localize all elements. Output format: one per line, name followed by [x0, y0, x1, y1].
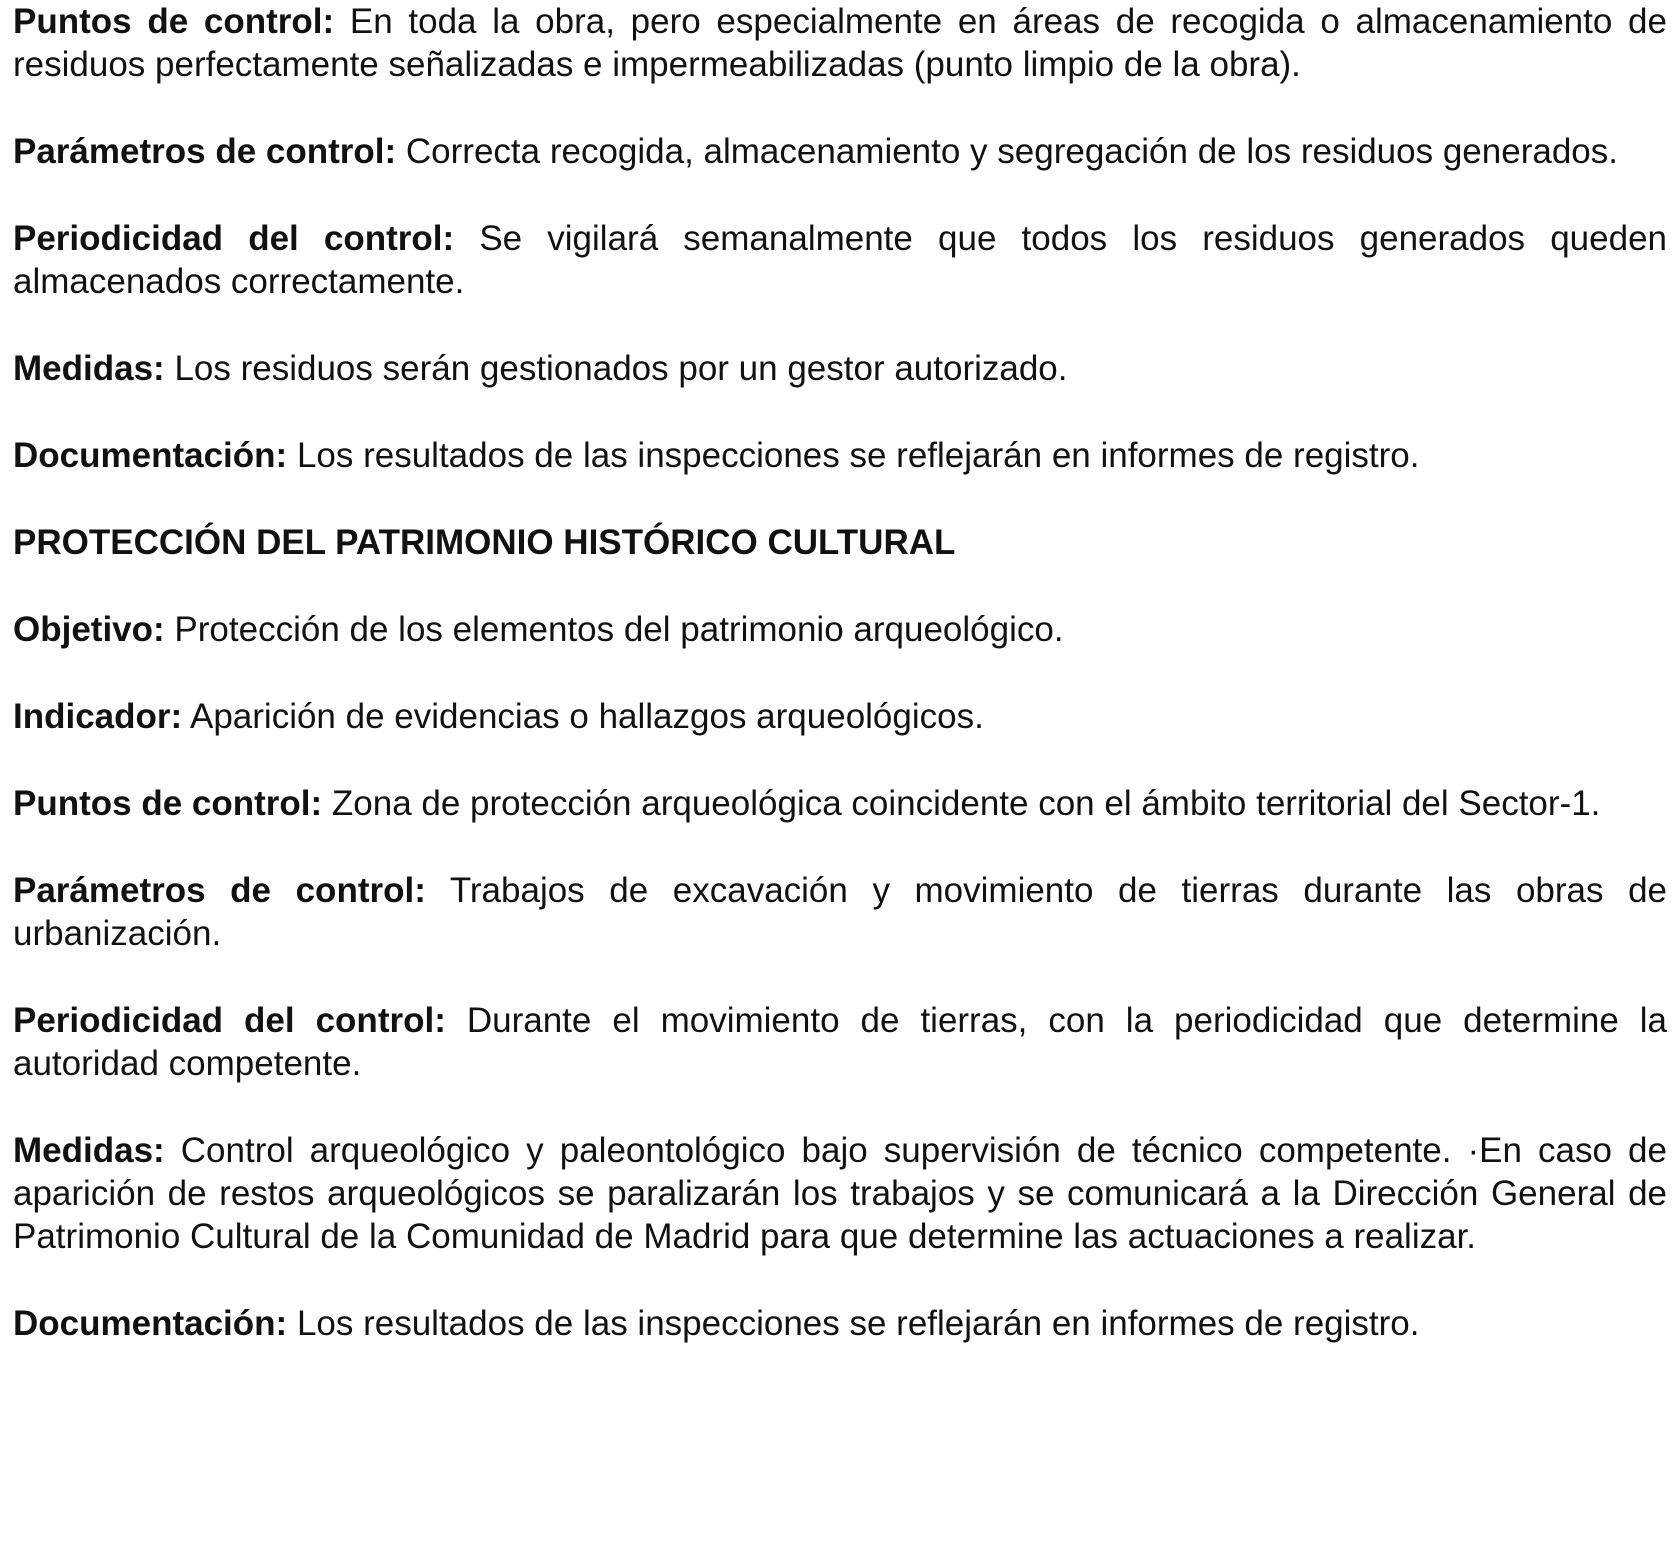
section-heading-patrimonio: PROTECCIÓN DEL PATRIMONIO HISTÓRICO CULTURAL	[13, 523, 956, 562]
field-text: Los resultados de las inspecciones se reflejarán en informes de registro.	[296, 436, 1420, 475]
field-text: Se vigilará semanalmente que todos los residuos generados queden almacenados correctamente.	[13, 219, 1667, 301]
field-text: En toda la obra, pero especialmente en áreas de recogida o almacenamiento de residuos perfectamente señalizadas e impermeabilizadas (punto limpio de la obra).	[13, 2, 1667, 84]
patrimonio-parametros-control	[13, 869, 1667, 955]
patrimonio-medidas	[13, 1129, 1667, 1258]
field-label: Objetivo:	[13, 610, 165, 649]
field-label: Parámetros de control:	[13, 132, 397, 171]
field-text: Control arqueológico y paleontológico bajo supervisión de técnico competente. ·En caso de aparición de restos arqueológicos se paralizarán los trabajos y se comunicará a la Dirección General de Patrimonio Cultural de la Comunidad de Madrid para que determine las actuaciones a realizar.	[13, 1131, 1667, 1256]
document-page	[13, 0, 1667, 1345]
field-text: Trabajos de excavación y movimiento de tierras durante las obras de urbanización.	[13, 871, 1668, 953]
field-label: Documentación:	[13, 1304, 288, 1343]
field-label: Medidas:	[13, 1131, 165, 1170]
field-text: Aparición de evidencias o hallazgos arqueológicos.	[189, 697, 984, 736]
field-label: Documentación:	[13, 436, 288, 475]
field-text: Los resultados de las inspecciones se reflejarán en informes de registro.	[296, 1304, 1420, 1343]
field-label: Puntos de control:	[13, 784, 323, 823]
residuos-parametros-control	[13, 130, 1667, 173]
patrimonio-indicador	[13, 695, 1667, 738]
field-label: Puntos de control:	[13, 2, 335, 41]
residuos-medidas	[13, 347, 1667, 390]
patrimonio-documentacion	[13, 1302, 1667, 1345]
field-label: Indicador:	[13, 697, 183, 736]
field-label: Periodicidad del control:	[13, 219, 455, 258]
field-text: Correcta recogida, almacenamiento y segregación de los residuos generados.	[405, 132, 1618, 171]
field-text: Zona de protección arqueológica coincidente con el ámbito territorial del Sector-1.	[331, 784, 1601, 823]
field-label: Parámetros de control:	[13, 871, 426, 910]
field-text: Durante el movimiento de tierras, con la periodicidad que determine la autoridad competente.	[13, 1001, 1668, 1083]
residuos-puntos-control	[13, 0, 1667, 86]
field-text: Los residuos serán gestionados por un gestor autorizado.	[174, 349, 1068, 388]
patrimonio-objetivo	[13, 608, 1667, 651]
field-text: Protección de los elementos del patrimonio arqueológico.	[174, 610, 1064, 649]
patrimonio-periodicidad-control	[13, 999, 1667, 1085]
residuos-documentacion	[13, 434, 1667, 477]
residuos-periodicidad-control	[13, 217, 1667, 303]
field-label: Medidas:	[13, 349, 165, 388]
patrimonio-puntos-control	[13, 782, 1667, 825]
field-label: Periodicidad del control:	[13, 1001, 446, 1040]
